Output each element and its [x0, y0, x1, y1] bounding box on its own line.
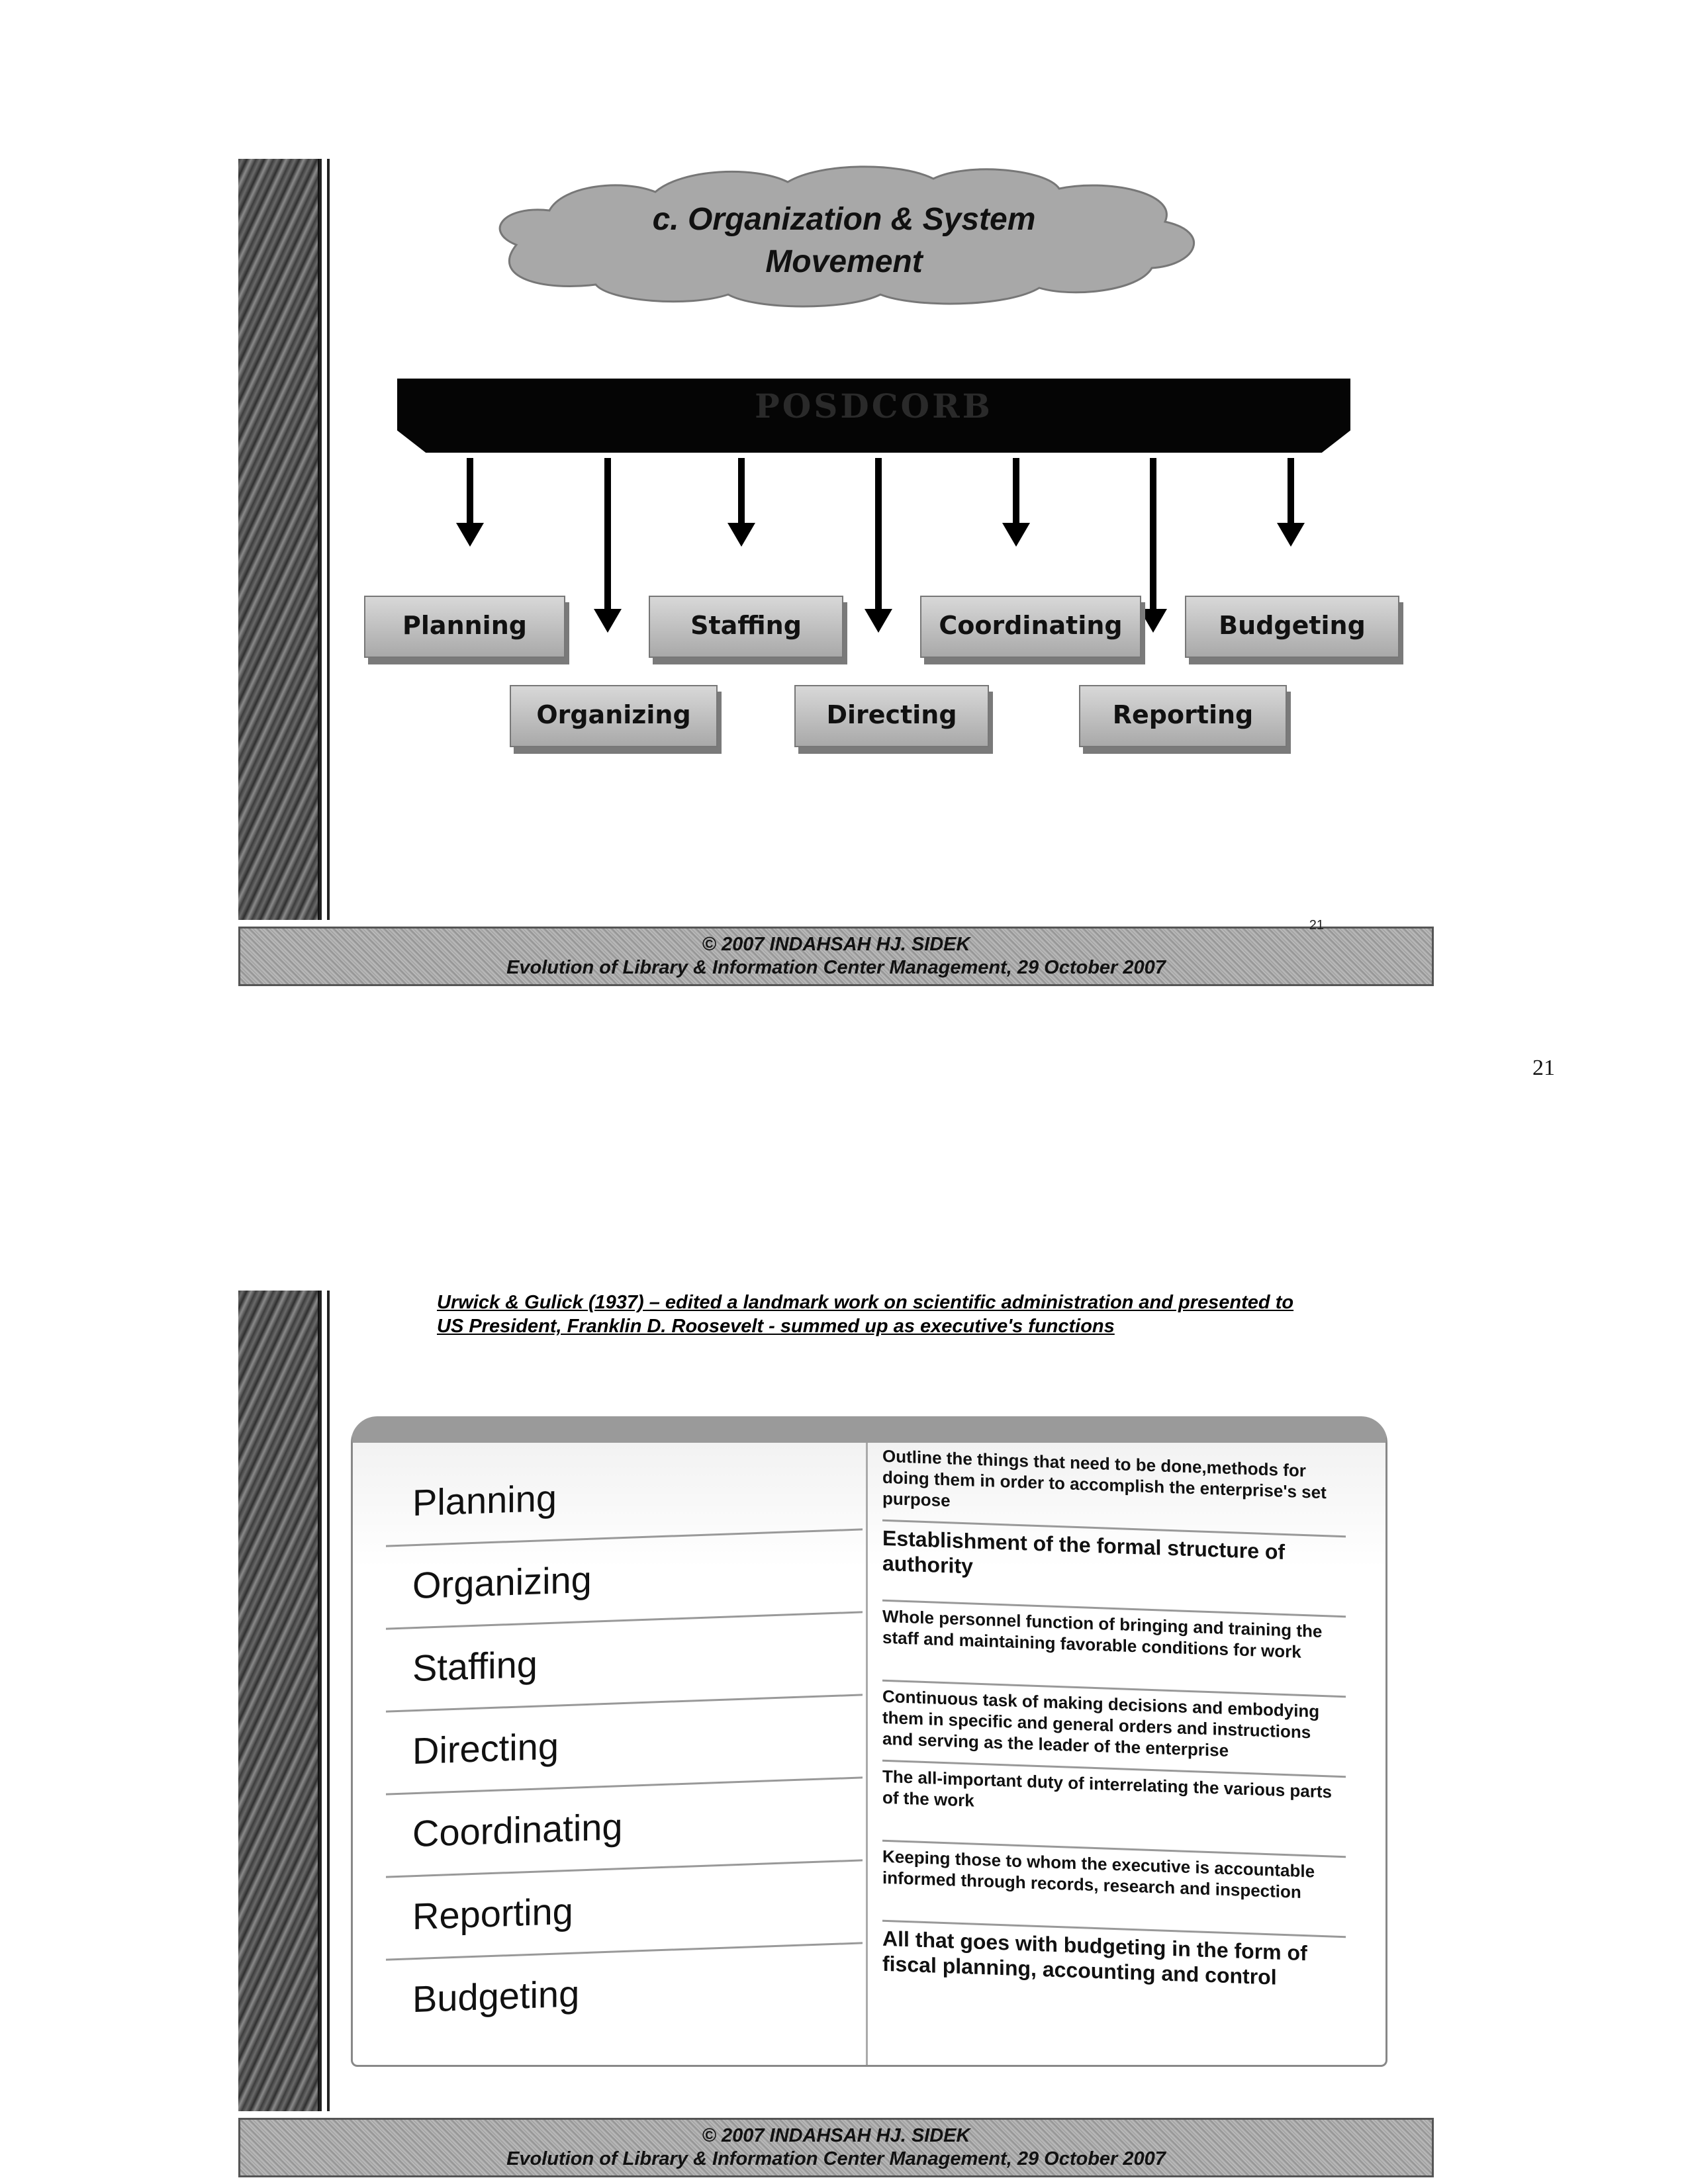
footer-subtitle: Evolution of Library & Information Center Management, 29 October 2007 [506, 2148, 1166, 2169]
function-name: Directing [386, 1696, 863, 1795]
slide-side-bar [238, 159, 322, 920]
arrow-staffing [738, 458, 745, 524]
function-description: All that goes with budgeting in the form of fiscal planning, accounting and control [882, 1926, 1307, 1989]
slide-21 [238, 159, 1430, 986]
function-description: Establishment of the formal structure of authority [882, 1522, 1346, 1617]
function-name: Budgeting [412, 1972, 580, 2021]
function-descriptions [882, 1445, 1346, 2008]
arrow-reporting [1150, 458, 1156, 610]
slide-title-line2: Movement [765, 244, 923, 279]
arrow-organizing [604, 458, 611, 610]
function-description: Whole personnel function of bringing and training the staff and maintaining favorable conditions for work [882, 1602, 1346, 1698]
footer-copyright: © 2007 INDAHSAH HJ. SIDEK [702, 934, 970, 955]
box-organizing: Organizing [510, 685, 718, 747]
function-name: Coordinating [386, 1778, 863, 1878]
slide-number: 21 [1309, 918, 1324, 933]
function-description: Outline the things that need to be done,methods for doing them in order to accomplish the enterprise's set purpose [882, 1441, 1346, 1537]
posdcorb-label: POSDCORB [755, 387, 993, 426]
box-staffing: Staffing [649, 596, 843, 658]
arrow-directing [875, 458, 882, 610]
slide-footer [238, 2118, 1434, 2177]
function-name: Staffing [386, 1613, 863, 1712]
footer-subtitle: Evolution of Library & Information Center Management, 29 October 2007 [506, 957, 1166, 978]
intro-text: Urwick & Gulick (1937) – edited a landmark work on scientific administration and presented to US President, Franklin D. Roosevelt - summed up as executive's functions [437, 1292, 1294, 1337]
function-name: Organizing [386, 1530, 863, 1629]
arrow-budgeting [1288, 458, 1294, 524]
slide-footer [238, 927, 1434, 986]
function-description: Keeping those to whom the executive is accountable informed through records, research and inspection [882, 1842, 1346, 1938]
box-planning: Planning [364, 596, 565, 658]
box-coordinating: Coordinating [920, 596, 1141, 658]
arrow-planning [467, 458, 473, 524]
book-spine [866, 1443, 868, 2065]
slide-side-bar [238, 1291, 322, 2111]
functions-book [351, 1416, 1387, 2067]
box-budgeting: Budgeting [1185, 596, 1399, 658]
box-reporting: Reporting [1079, 685, 1287, 747]
page-number: 21 [1532, 1056, 1555, 1080]
box-directing: Directing [794, 685, 989, 747]
arrow-coordinating [1013, 458, 1019, 524]
function-description: Continuous task of making decisions and embodying them in specific and general orders and instructions and serving as the leader of the enterprise [882, 1682, 1346, 1778]
slide-title-line1: c. Organization & System [652, 202, 1036, 237]
footer-copyright: © 2007 INDAHSAH HJ. SIDEK [702, 2125, 970, 2146]
function-description: The all-important duty of interrelating the various parts of the work [882, 1762, 1346, 1858]
function-name: Reporting [386, 1861, 863, 1960]
function-names [386, 1456, 863, 2033]
function-name: Planning [386, 1447, 863, 1547]
slide-22 [238, 1291, 1430, 2177]
slide-title [477, 199, 1211, 283]
